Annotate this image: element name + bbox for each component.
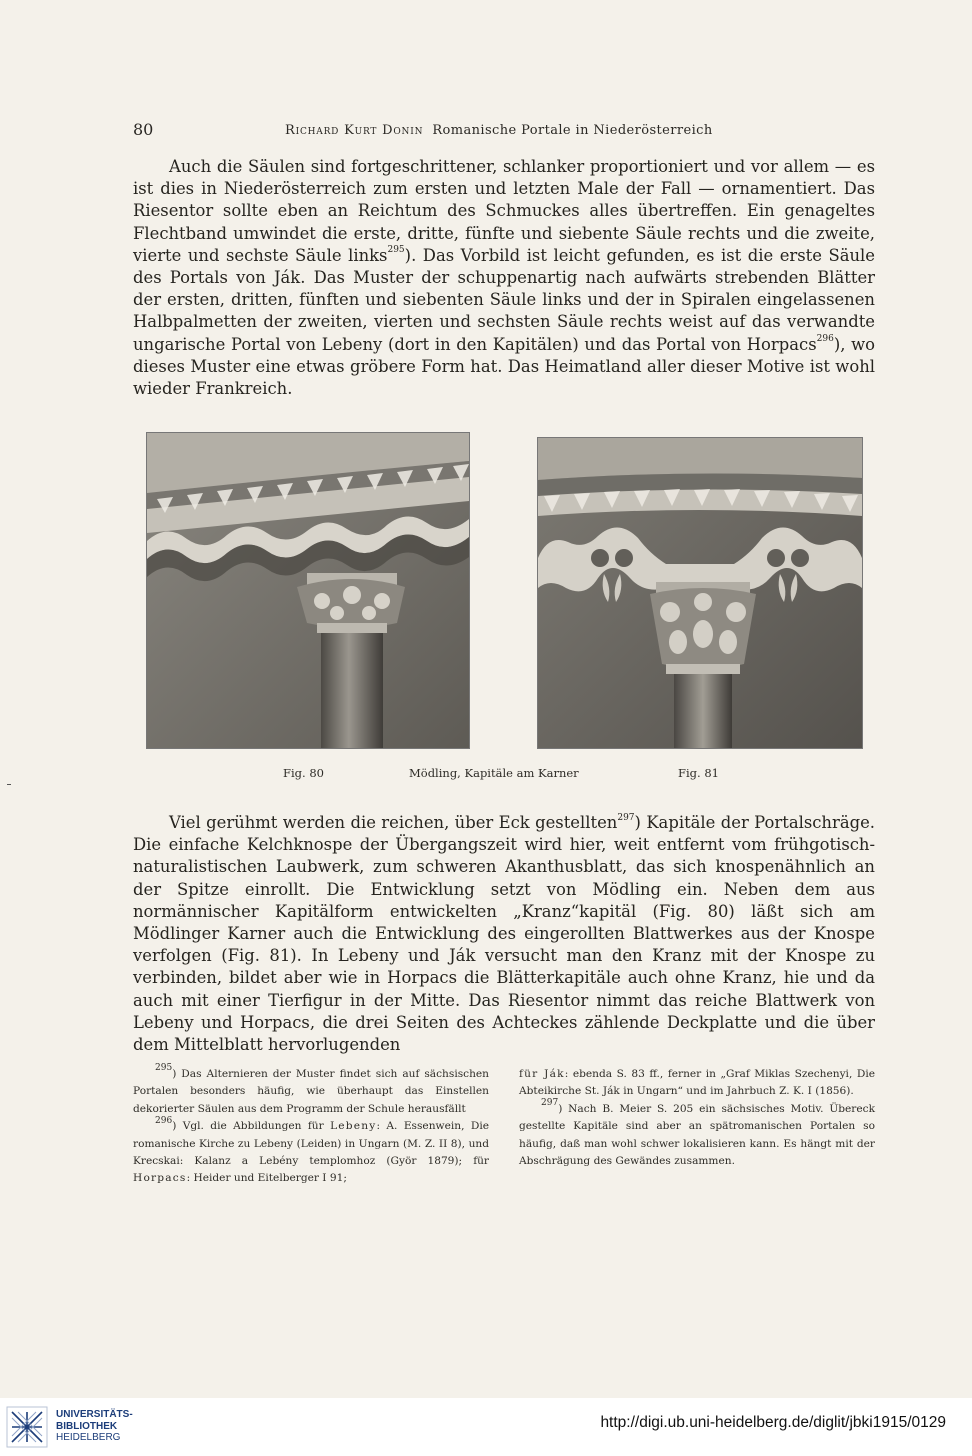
paragraph-columns bbox=[133, 156, 875, 400]
footnote-297 bbox=[519, 1098, 875, 1171]
footnotes-left-column bbox=[133, 1063, 489, 1188]
footnote-text: ) Nach B. Meier S. 205 ein sächsisches Motiv. Übereck gestellte Kapitäle sind aber an spätromanischen Portalen so häufig, daß man wohl schwer lokalisieren kann. Es hängt mit der Abschrägung des Gewändes zusammen. bbox=[519, 1102, 875, 1168]
place-name: für Ják bbox=[519, 1068, 565, 1080]
page-number: 80 bbox=[133, 120, 154, 139]
footnote-295 bbox=[133, 1063, 489, 1118]
footnote-ref-295[interactable]: 295 bbox=[387, 245, 405, 256]
paragraph-text: Auch die Säulen sind fortgeschrittener, schlanker proportioniert und vor allem — es ist dies in Niederösterreich zum ersten und letzten Male der Fall — ornamentiert. Das Riesentor sollte eben an Reichtum des Schmuckes alles übertreffen. Ein genageltes Flechtband umwindet die erste, dritte, fünfte und siebente Säule rechts und die zweite, vierte und sechste Säule links bbox=[133, 157, 875, 265]
library-footer bbox=[0, 1398, 972, 1456]
footnote-number: 296 bbox=[155, 1115, 173, 1126]
figure-81-label: Fig. 81 bbox=[678, 766, 719, 780]
paragraph-text: ), wo dieses Muster eine etwas gröbere Form hat. Das Heimatland aller dieser Motive ist wohl wieder Frankreich. bbox=[133, 334, 875, 399]
paragraph-text: ). Das Vorbild ist leicht gefunden, es ist die erste Säule des Portals von Ják. Das Muster der schuppenartig nach aufwärts strebenden Blätter der ersten, dritten, fünften und siebenten Säule links und der in Spiralen eingelassenen Halbpalmetten der zweiten, vierten und sechsten Säule rechts weist auf das verwandte ungarische Portal von Lebeny (dort in den Kapitälen) und das Portal von Horpacs bbox=[133, 245, 875, 354]
capital-photo-drawing bbox=[147, 433, 469, 748]
paragraph-kapitaele bbox=[133, 812, 875, 1056]
figure-81-photo bbox=[537, 437, 863, 749]
paragraph-text: Viel gerühmt werden die reichen, über Eck gestellten bbox=[169, 813, 618, 832]
place-name: Horpacs bbox=[133, 1172, 187, 1185]
running-header bbox=[133, 120, 875, 140]
permalink-url[interactable]: http://digi.ub.uni-heidelberg.de/diglit/jbki1915/0129 bbox=[600, 1414, 946, 1431]
footnote-text: : ebenda S. 83 ff., ferner in „Graf Miklas Szechenyi, Die Abteikirche St. Ják in Ungarn“ und im Jahrbuch Z. K. I (1856). bbox=[519, 1068, 875, 1098]
place-name: Lebeny bbox=[330, 1120, 377, 1133]
library-line: HEIDELBERG bbox=[56, 1432, 121, 1443]
library-name bbox=[56, 1409, 133, 1444]
figure-captions bbox=[133, 766, 875, 782]
footnote-296-continued bbox=[519, 1066, 875, 1101]
footnote-number: 297 bbox=[541, 1098, 559, 1109]
library-line: UNIVERSITÄTS- bbox=[56, 1409, 133, 1420]
footnote-text: ) Vgl. die Abbildungen für bbox=[172, 1120, 331, 1133]
figure-80-label: Fig. 80 bbox=[283, 766, 324, 780]
book-title: Romanische Portale in Niederösterreich bbox=[432, 123, 713, 138]
footnote-number: 295 bbox=[155, 1063, 173, 1074]
footnote-296 bbox=[133, 1115, 489, 1188]
footnote-ref-296[interactable]: 296 bbox=[816, 334, 834, 345]
paragraph-text: ) Kapitäle der Portalschräge. Die einfache Kelchknospe der Übergangszeit wird hier, weit entfernt vom frühgotisch-naturalistischen Laubwerk, zum schweren Akanthusblatt, das sich knospenähnlich an der Spitze einrollt. Die Entwicklung setzt von Mödling ein. Neben dem aus normännischer Kapitälform entwickelten „Kranz“kapitäl (Fig. 80) läßt sich am Mödlinger Karner auch die Entwicklung des eingerollten Blattwerkes aus der Knospe verfolgen (Fig. 81). In Lebeny und Ják versucht man den Kranz mit der Knospe zu verbinden, bildet aber wie in Horpacs die Blätterkapitäle auch ohne Kranz, hie und da auch mit einer Tierfigur in der Mitte. Das Riesentor nimmt das reiche Blattwerk von Lebeny und Horpacs, die drei Seiten des Achteckes zählende Deckplatte und die über dem Mittelblatt hervorlugenden bbox=[133, 813, 875, 1055]
author-name: Richard Kurt Donin bbox=[285, 123, 424, 138]
figure-caption: Mödling, Kapitäle am Karner bbox=[409, 766, 579, 780]
university-library-logo-icon[interactable] bbox=[6, 1406, 48, 1448]
margin-mark bbox=[7, 784, 11, 785]
footnote-text: : A. Essenwein, Die romanische Kirche zu Lebeny (Leiden) in Ungarn (M. Z. II 8), und Krecskai: Kalanz a Lebény templomhoz (Györ 1879); für bbox=[133, 1120, 489, 1168]
figure-80-photo bbox=[146, 432, 470, 749]
library-line: BIBLIOTHEK bbox=[56, 1420, 118, 1432]
capital-photo-drawing bbox=[538, 438, 862, 748]
footnote-text: ) Das Alternieren der Muster findet sich auf sächsischen Portalen besonders häufig, wie überhaupt das Einstellen dekorierter Säulen aus dem Programm der Schule herausfällt bbox=[133, 1068, 489, 1115]
footnotes-right-column bbox=[519, 1066, 875, 1170]
running-title bbox=[285, 123, 713, 138]
footnote-ref-297[interactable]: 297 bbox=[617, 812, 635, 823]
footnote-text: : Heider und Eitelberger I 91; bbox=[186, 1172, 347, 1185]
